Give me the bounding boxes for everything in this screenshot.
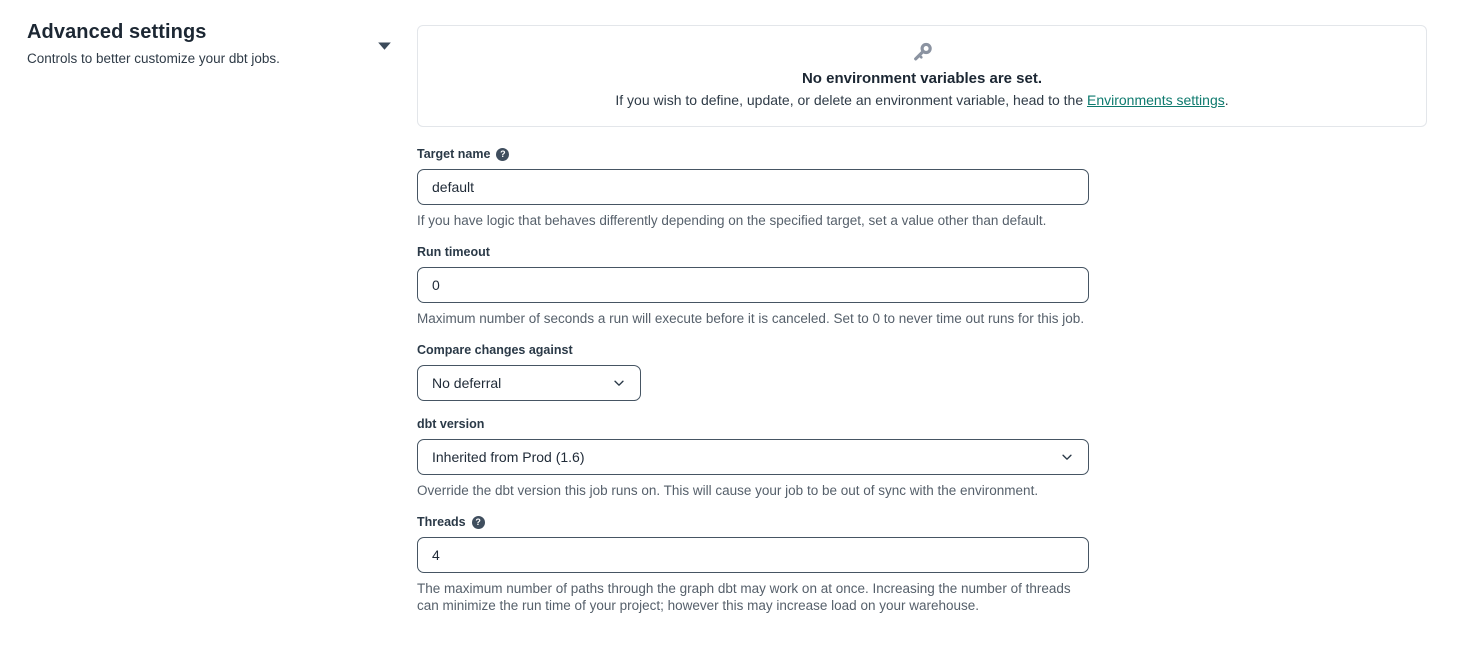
environments-settings-link[interactable]: Environments settings (1087, 92, 1225, 108)
compare-changes-label: Compare changes against (417, 343, 573, 357)
dbt-version-help-text: Override the dbt version this job runs on. This will cause your job to be out of sync with the environment. (417, 483, 1039, 498)
advanced-settings-content (417, 25, 1427, 630)
target-name-field (417, 147, 1427, 229)
run-timeout-help-text: Maximum number of seconds a run will execute before it is canceled. Set to 0 to never time out runs for this job. (417, 311, 1085, 326)
chevron-down-icon (1060, 450, 1074, 464)
target-name-label: Target name (417, 147, 491, 161)
chevron-down-icon (612, 376, 626, 390)
dbt-version-select[interactable] (417, 439, 1089, 475)
collapse-caret-icon[interactable] (377, 39, 392, 51)
page-header (27, 20, 367, 67)
key-icon (438, 41, 1406, 65)
page-subtitle: Controls to better customize your dbt jobs. (27, 51, 280, 66)
env-vars-description-prefix: If you wish to define, update, or delete an environment variable, head to the (615, 92, 1087, 108)
run-timeout-field (417, 245, 1427, 327)
env-vars-title: No environment variables are set. (801, 70, 1043, 87)
caret-down-icon (377, 40, 392, 52)
run-timeout-label: Run timeout (417, 245, 490, 259)
run-timeout-input[interactable] (417, 267, 1089, 303)
dbt-version-label: dbt version (417, 417, 485, 431)
env-vars-panel (417, 25, 1427, 127)
threads-field (417, 515, 1427, 614)
dbt-version-field (417, 417, 1427, 499)
help-icon[interactable]: ? (496, 148, 509, 161)
env-vars-description-suffix: . (1224, 92, 1229, 108)
target-name-input[interactable] (417, 169, 1089, 205)
page-title: Advanced settings (27, 21, 207, 43)
compare-changes-field (417, 343, 1427, 401)
compare-changes-selected-value: No deferral (432, 375, 502, 391)
dbt-version-selected-value: Inherited from Prod (1.6) (432, 449, 585, 465)
help-icon[interactable]: ? (472, 516, 485, 529)
threads-help-text: The maximum number of paths through the graph dbt may work on at once. Increasing the number of threads can minimize the run time of your project; however this may increase load on your warehouse. (417, 581, 1071, 613)
env-vars-description (438, 91, 1406, 110)
compare-changes-select[interactable] (417, 365, 641, 401)
threads-input[interactable] (417, 537, 1089, 573)
target-name-help-text: If you have logic that behaves differently depending on the specified target, set a value other than default. (417, 213, 1047, 228)
threads-label: Threads (417, 515, 466, 529)
